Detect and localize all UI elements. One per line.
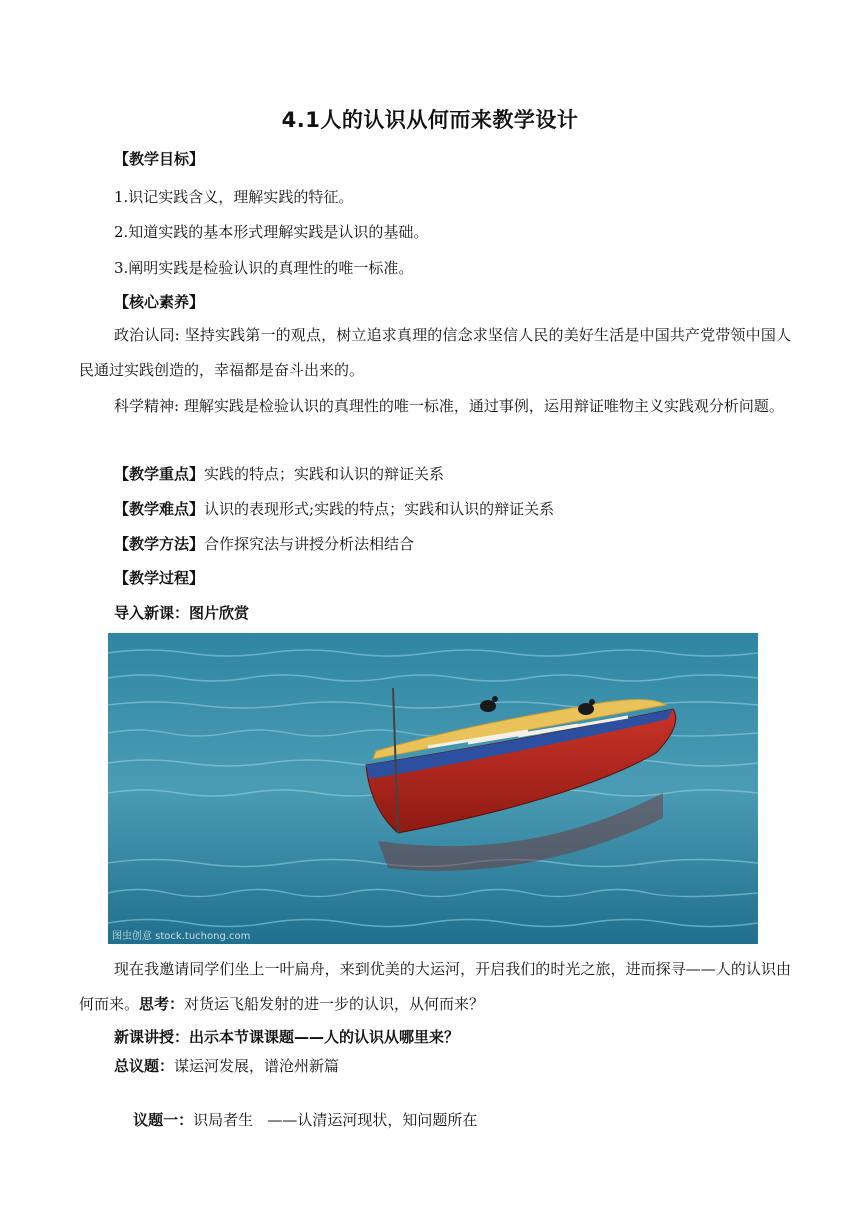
difficulties-label: 【教学难点】	[114, 500, 205, 518]
methods-row	[114, 534, 794, 554]
objective-item-3: 3.阐明实践是检验认识的真理性的唯一标准。	[114, 259, 414, 277]
think-label: 思考：	[139, 995, 185, 1013]
page-title: 4.1人的认识从何而来教学设计	[281, 108, 579, 132]
new-lesson-heading: 新课讲授：出示本节课课题——人的认识从哪里来？	[114, 1028, 460, 1046]
key-points-text: 实践的特点；实践和认识的辩证关系	[204, 465, 445, 483]
narrative-paragraph	[79, 952, 791, 1022]
key-points-label: 【教学重点】	[114, 465, 205, 483]
intro-heading: 导入新课：图片欣赏	[114, 604, 250, 622]
difficulties-row	[114, 499, 794, 519]
objectives-heading: 【教学目标】	[114, 150, 205, 168]
objective-item-2: 2.知道实践的基本形式理解实践是认识的基础。	[114, 223, 429, 241]
topic-one-label: 议题一：	[133, 1111, 194, 1129]
difficulties-text: 认识的表现形式;实践的特点；实践和认识的辩证关系	[204, 500, 555, 518]
general-topic-label: 总议题：	[114, 1057, 175, 1075]
think-text: 对货运飞船发射的进一步的认识，从何而来？	[184, 995, 485, 1013]
process-heading: 【教学过程】	[114, 569, 205, 587]
topic-one-text: 识局者生 ——认清运河现状，知问题所在	[193, 1111, 478, 1129]
methods-label: 【教学方法】	[114, 535, 205, 553]
photo-watermark: 图虫创意 stock.tuchong.com	[112, 931, 251, 942]
narrative-text: 现在我邀请同学们坐上一叶扁舟，来到优美的大运河，开启我们的时光之旅，进而探寻——人的认识由何而来。	[79, 960, 791, 1013]
boat-photo	[108, 633, 758, 944]
literacy-science-paragraph: 科学精神: 理解实践是检验认识的真理性的唯一标准，通过事例，运用辩证唯物主义实践观分析问题。	[114, 397, 784, 415]
methods-text: 合作探究法与讲授分析法相结合	[204, 535, 415, 553]
objective-item-1: 1.识记实践含义，理解实践的特征。	[114, 188, 354, 206]
general-topic-text: 谋运河发展，谱沧州新篇	[174, 1057, 340, 1075]
literacy-political-paragraph: 政治认同: 坚持实践第一的观点，树立追求真理的信念求坚信人民的美好生活是中国共产党带领中国人民通过实践创造的，幸福都是奋斗出来的。	[79, 326, 791, 379]
literacy-heading: 【核心素养】	[114, 293, 205, 311]
topic-one-row	[114, 1090, 794, 1150]
general-topic-row	[114, 1056, 794, 1076]
key-points-row	[114, 464, 794, 484]
